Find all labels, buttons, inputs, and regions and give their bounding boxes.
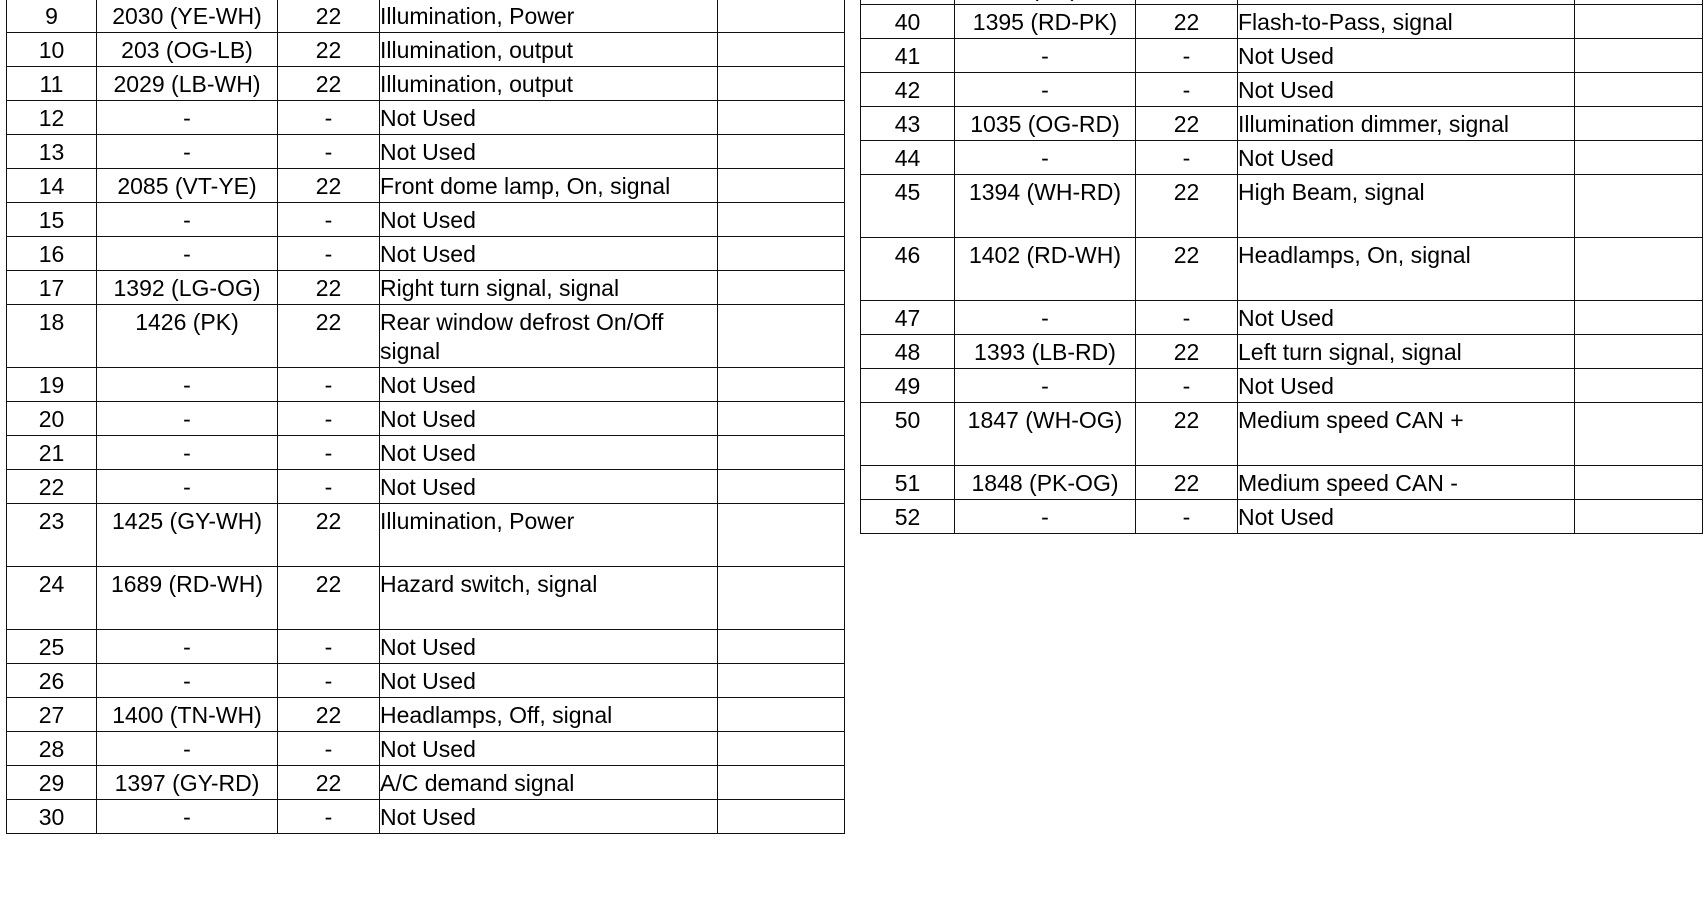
table-row	[7, 203, 845, 237]
table-row	[861, 301, 1703, 335]
circuit-cell: 1395 (RD-PK)	[955, 5, 1136, 39]
table-row	[861, 175, 1703, 238]
gage-cell: -	[1136, 141, 1238, 175]
circuit-cell: -	[97, 237, 278, 271]
gage-cell: -	[278, 402, 380, 436]
function-cell: Not Used	[1238, 39, 1575, 73]
function-cell: Not Used	[380, 470, 718, 504]
gage-cell: 22	[278, 271, 380, 305]
pin-number-cell: 46	[861, 238, 955, 301]
circuit-cell: -	[955, 73, 1136, 107]
note-cell	[718, 101, 845, 135]
function-cell: Not Used	[380, 101, 718, 135]
table-row	[7, 402, 845, 436]
gage-cell: 22	[278, 766, 380, 800]
circuit-cell: -	[97, 203, 278, 237]
function-cell: Not Used	[380, 664, 718, 698]
gage-cell: 22	[278, 698, 380, 732]
pin-number-cell: 26	[7, 664, 97, 698]
circuit-cell: -	[97, 402, 278, 436]
pin-number-cell: 15	[7, 203, 97, 237]
circuit-cell: -	[97, 800, 278, 834]
connector-pinout-table-left	[6, 0, 845, 834]
gage-cell: 22	[278, 305, 380, 368]
table-row	[7, 237, 845, 271]
function-cell: Illumination, output	[380, 67, 718, 101]
function-cell: Front dome lamp, On, signal	[380, 169, 718, 203]
gage-cell: -	[278, 470, 380, 504]
circuit-cell: -	[955, 369, 1136, 403]
gage-cell: -	[278, 732, 380, 766]
gage-cell: 22	[1136, 5, 1238, 39]
function-cell: Medium speed CAN -	[1238, 466, 1575, 500]
table-row	[7, 0, 845, 33]
circuit-cell: 2085 (VT-YE)	[97, 169, 278, 203]
function-cell: Not Used	[380, 732, 718, 766]
pin-number-cell: 52	[861, 500, 955, 534]
function-cell: Illumination dimmer, signal	[1238, 107, 1575, 141]
note-cell	[718, 305, 845, 368]
table-row	[7, 630, 845, 664]
pin-number-cell: 11	[7, 67, 97, 101]
pin-number-cell: 25	[7, 630, 97, 664]
pin-number-cell: 51	[861, 466, 955, 500]
note-cell	[718, 402, 845, 436]
function-cell: Not Used	[380, 436, 718, 470]
table-row	[861, 5, 1703, 39]
note-cell	[1575, 403, 1703, 466]
note-cell	[1575, 107, 1703, 141]
circuit-cell: 2029 (LB-WH)	[97, 67, 278, 101]
gage-cell: 22	[278, 33, 380, 67]
table-row	[861, 39, 1703, 73]
circuit-cell: 1400 (TN-WH)	[97, 698, 278, 732]
pin-number-cell: 9	[7, 0, 97, 33]
note-cell	[1575, 301, 1703, 335]
gage-cell: -	[1136, 39, 1238, 73]
function-cell: Not Used	[1238, 141, 1575, 175]
gage-cell: -	[1136, 500, 1238, 534]
gage-cell: 22	[1136, 175, 1238, 238]
function-cell: Headlamps, On, signal	[1238, 238, 1575, 301]
circuit-cell: 2030 (YE-WH)	[97, 0, 278, 33]
pin-number-cell: 43	[861, 107, 955, 141]
note-cell	[718, 732, 845, 766]
note-cell	[718, 368, 845, 402]
table-row	[7, 567, 845, 630]
circuit-cell: -	[97, 368, 278, 402]
note-cell	[1575, 141, 1703, 175]
pin-number-cell: 48	[861, 335, 955, 369]
circuit-cell: -	[97, 732, 278, 766]
function-cell: Illumination, Power	[380, 504, 718, 567]
table-row	[7, 664, 845, 698]
function-cell: Rear window defrost On/Off signal	[380, 305, 718, 368]
note-cell	[718, 766, 845, 800]
function-cell: Medium speed CAN +	[1238, 403, 1575, 466]
gage-cell: -	[278, 800, 380, 834]
table-row	[7, 504, 845, 567]
note-cell	[1575, 238, 1703, 301]
note-cell	[718, 67, 845, 101]
function-cell: Headlamps, Off, signal	[380, 698, 718, 732]
table-row	[7, 135, 845, 169]
gage-cell: -	[278, 436, 380, 470]
table-row	[861, 238, 1703, 301]
function-cell: Not Used	[380, 368, 718, 402]
table-row	[861, 335, 1703, 369]
gage-cell: 22	[1136, 107, 1238, 141]
pin-number-cell: 45	[861, 175, 955, 238]
table-row	[7, 698, 845, 732]
circuit-cell: 1425 (GY-WH)	[97, 504, 278, 567]
connector-pinout-table-right	[860, 0, 1703, 534]
circuit-cell: -	[97, 664, 278, 698]
table-row	[7, 271, 845, 305]
circuit-cell: 1394 (WH-RD)	[955, 175, 1136, 238]
pin-number-cell: 41	[861, 39, 955, 73]
note-cell	[718, 135, 845, 169]
circuit-cell: 1393 (LB-RD)	[955, 335, 1136, 369]
function-cell: Not Used	[1238, 301, 1575, 335]
pin-number-cell: 44	[861, 141, 955, 175]
note-cell	[1575, 369, 1703, 403]
pin-number-cell: 29	[7, 766, 97, 800]
gage-cell: -	[278, 101, 380, 135]
function-cell: Not Used	[380, 203, 718, 237]
function-cell: Flash-to-Pass, signal	[1238, 5, 1575, 39]
function-cell: Not Used	[380, 237, 718, 271]
gage-cell: -	[278, 630, 380, 664]
note-cell	[718, 33, 845, 67]
gage-cell: -	[278, 135, 380, 169]
function-cell: Not Used	[380, 630, 718, 664]
function-cell: Not Used	[380, 402, 718, 436]
table-row	[7, 33, 845, 67]
table-row	[7, 305, 845, 368]
circuit-cell: -	[97, 470, 278, 504]
pin-number-cell: 30	[7, 800, 97, 834]
table-row	[7, 732, 845, 766]
circuit-cell: -	[955, 301, 1136, 335]
circuit-cell: 1402 (RD-WH)	[955, 238, 1136, 301]
note-cell	[1575, 39, 1703, 73]
pin-number-cell: 42	[861, 73, 955, 107]
function-cell: A/C demand signal	[380, 766, 718, 800]
pin-number-cell: 22	[7, 470, 97, 504]
note-cell	[718, 664, 845, 698]
circuit-cell: 1392 (LG-OG)	[97, 271, 278, 305]
pin-number-cell: 17	[7, 271, 97, 305]
pin-number-cell: 24	[7, 567, 97, 630]
gage-cell: 22	[278, 504, 380, 567]
function-cell: Left turn signal, signal	[1238, 335, 1575, 369]
gage-cell: -	[1136, 301, 1238, 335]
gage-cell: -	[278, 368, 380, 402]
gage-cell: -	[1136, 73, 1238, 107]
table-row	[861, 403, 1703, 466]
note-cell	[718, 504, 845, 567]
gage-cell: -	[1136, 369, 1238, 403]
note-cell	[1575, 73, 1703, 107]
circuit-cell: 203 (OG-LB)	[97, 33, 278, 67]
table-row	[861, 73, 1703, 107]
note-cell	[1575, 466, 1703, 500]
table-row	[861, 107, 1703, 141]
table-row	[7, 436, 845, 470]
pin-number-cell: 27	[7, 698, 97, 732]
function-cell: Right turn signal, signal	[380, 271, 718, 305]
function-cell: Not Used	[380, 135, 718, 169]
table-row	[7, 101, 845, 135]
pin-number-cell: 12	[7, 101, 97, 135]
note-cell	[718, 800, 845, 834]
pin-number-cell: 21	[7, 436, 97, 470]
pin-number-cell: 49	[861, 369, 955, 403]
circuit-cell: -	[955, 39, 1136, 73]
table-row	[861, 466, 1703, 500]
note-cell	[718, 0, 845, 33]
circuit-cell: 1035 (OG-RD)	[955, 107, 1136, 141]
pin-number-cell: 40	[861, 5, 955, 39]
pin-number-cell: 20	[7, 402, 97, 436]
gage-cell: 22	[1136, 466, 1238, 500]
note-cell	[1575, 5, 1703, 39]
circuit-cell: -	[955, 141, 1136, 175]
table-row	[7, 470, 845, 504]
pin-number-cell: 14	[7, 169, 97, 203]
gage-cell: 22	[1136, 403, 1238, 466]
note-cell	[718, 436, 845, 470]
note-cell	[1575, 500, 1703, 534]
note-cell	[718, 698, 845, 732]
pin-number-cell: 47	[861, 301, 955, 335]
circuit-cell: -	[97, 135, 278, 169]
gage-cell: 22	[278, 567, 380, 630]
table-body	[7, 0, 845, 834]
gage-cell: 22	[1136, 238, 1238, 301]
table-row	[7, 800, 845, 834]
pin-number-cell: 23	[7, 504, 97, 567]
circuit-cell: 1397 (GY-RD)	[97, 766, 278, 800]
note-cell	[718, 203, 845, 237]
pin-number-cell: 18	[7, 305, 97, 368]
circuit-cell: 1426 (PK)	[97, 305, 278, 368]
function-cell: Hazard switch, signal	[380, 567, 718, 630]
circuit-cell: -	[97, 101, 278, 135]
note-cell	[718, 470, 845, 504]
gage-cell: 22	[278, 169, 380, 203]
table-row	[7, 169, 845, 203]
function-cell: Illumination, output	[380, 33, 718, 67]
circuit-cell: 1689 (RD-WH)	[97, 567, 278, 630]
gage-cell: 22	[1136, 335, 1238, 369]
table-row	[7, 766, 845, 800]
circuit-cell: -	[97, 436, 278, 470]
table-row	[861, 141, 1703, 175]
gage-cell: -	[278, 664, 380, 698]
note-cell	[718, 567, 845, 630]
circuit-cell: -	[955, 500, 1136, 534]
note-cell	[718, 271, 845, 305]
gage-cell: -	[278, 203, 380, 237]
note-cell	[718, 237, 845, 271]
function-cell: Not Used	[1238, 369, 1575, 403]
gage-cell: 22	[278, 67, 380, 101]
function-cell: Illumination, Power	[380, 0, 718, 33]
circuit-cell: 1847 (WH-OG)	[955, 403, 1136, 466]
note-cell	[1575, 335, 1703, 369]
function-cell: Not Used	[1238, 500, 1575, 534]
table-row	[7, 368, 845, 402]
pin-number-cell: 19	[7, 368, 97, 402]
table-row	[7, 67, 845, 101]
circuit-cell: -	[97, 630, 278, 664]
note-cell	[718, 630, 845, 664]
table-row	[861, 369, 1703, 403]
function-cell: Not Used	[380, 800, 718, 834]
gage-cell: -	[278, 237, 380, 271]
function-cell: Not Used	[1238, 73, 1575, 107]
circuit-cell: 1848 (PK-OG)	[955, 466, 1136, 500]
note-cell	[1575, 175, 1703, 238]
pin-number-cell: 10	[7, 33, 97, 67]
pin-number-cell: 13	[7, 135, 97, 169]
pin-number-cell: 50	[861, 403, 955, 466]
gage-cell: 22	[278, 0, 380, 33]
table-row	[861, 500, 1703, 534]
pin-number-cell: 16	[7, 237, 97, 271]
function-cell: High Beam, signal	[1238, 175, 1575, 238]
pin-number-cell: 28	[7, 732, 97, 766]
note-cell	[718, 169, 845, 203]
table-body	[861, 0, 1703, 534]
